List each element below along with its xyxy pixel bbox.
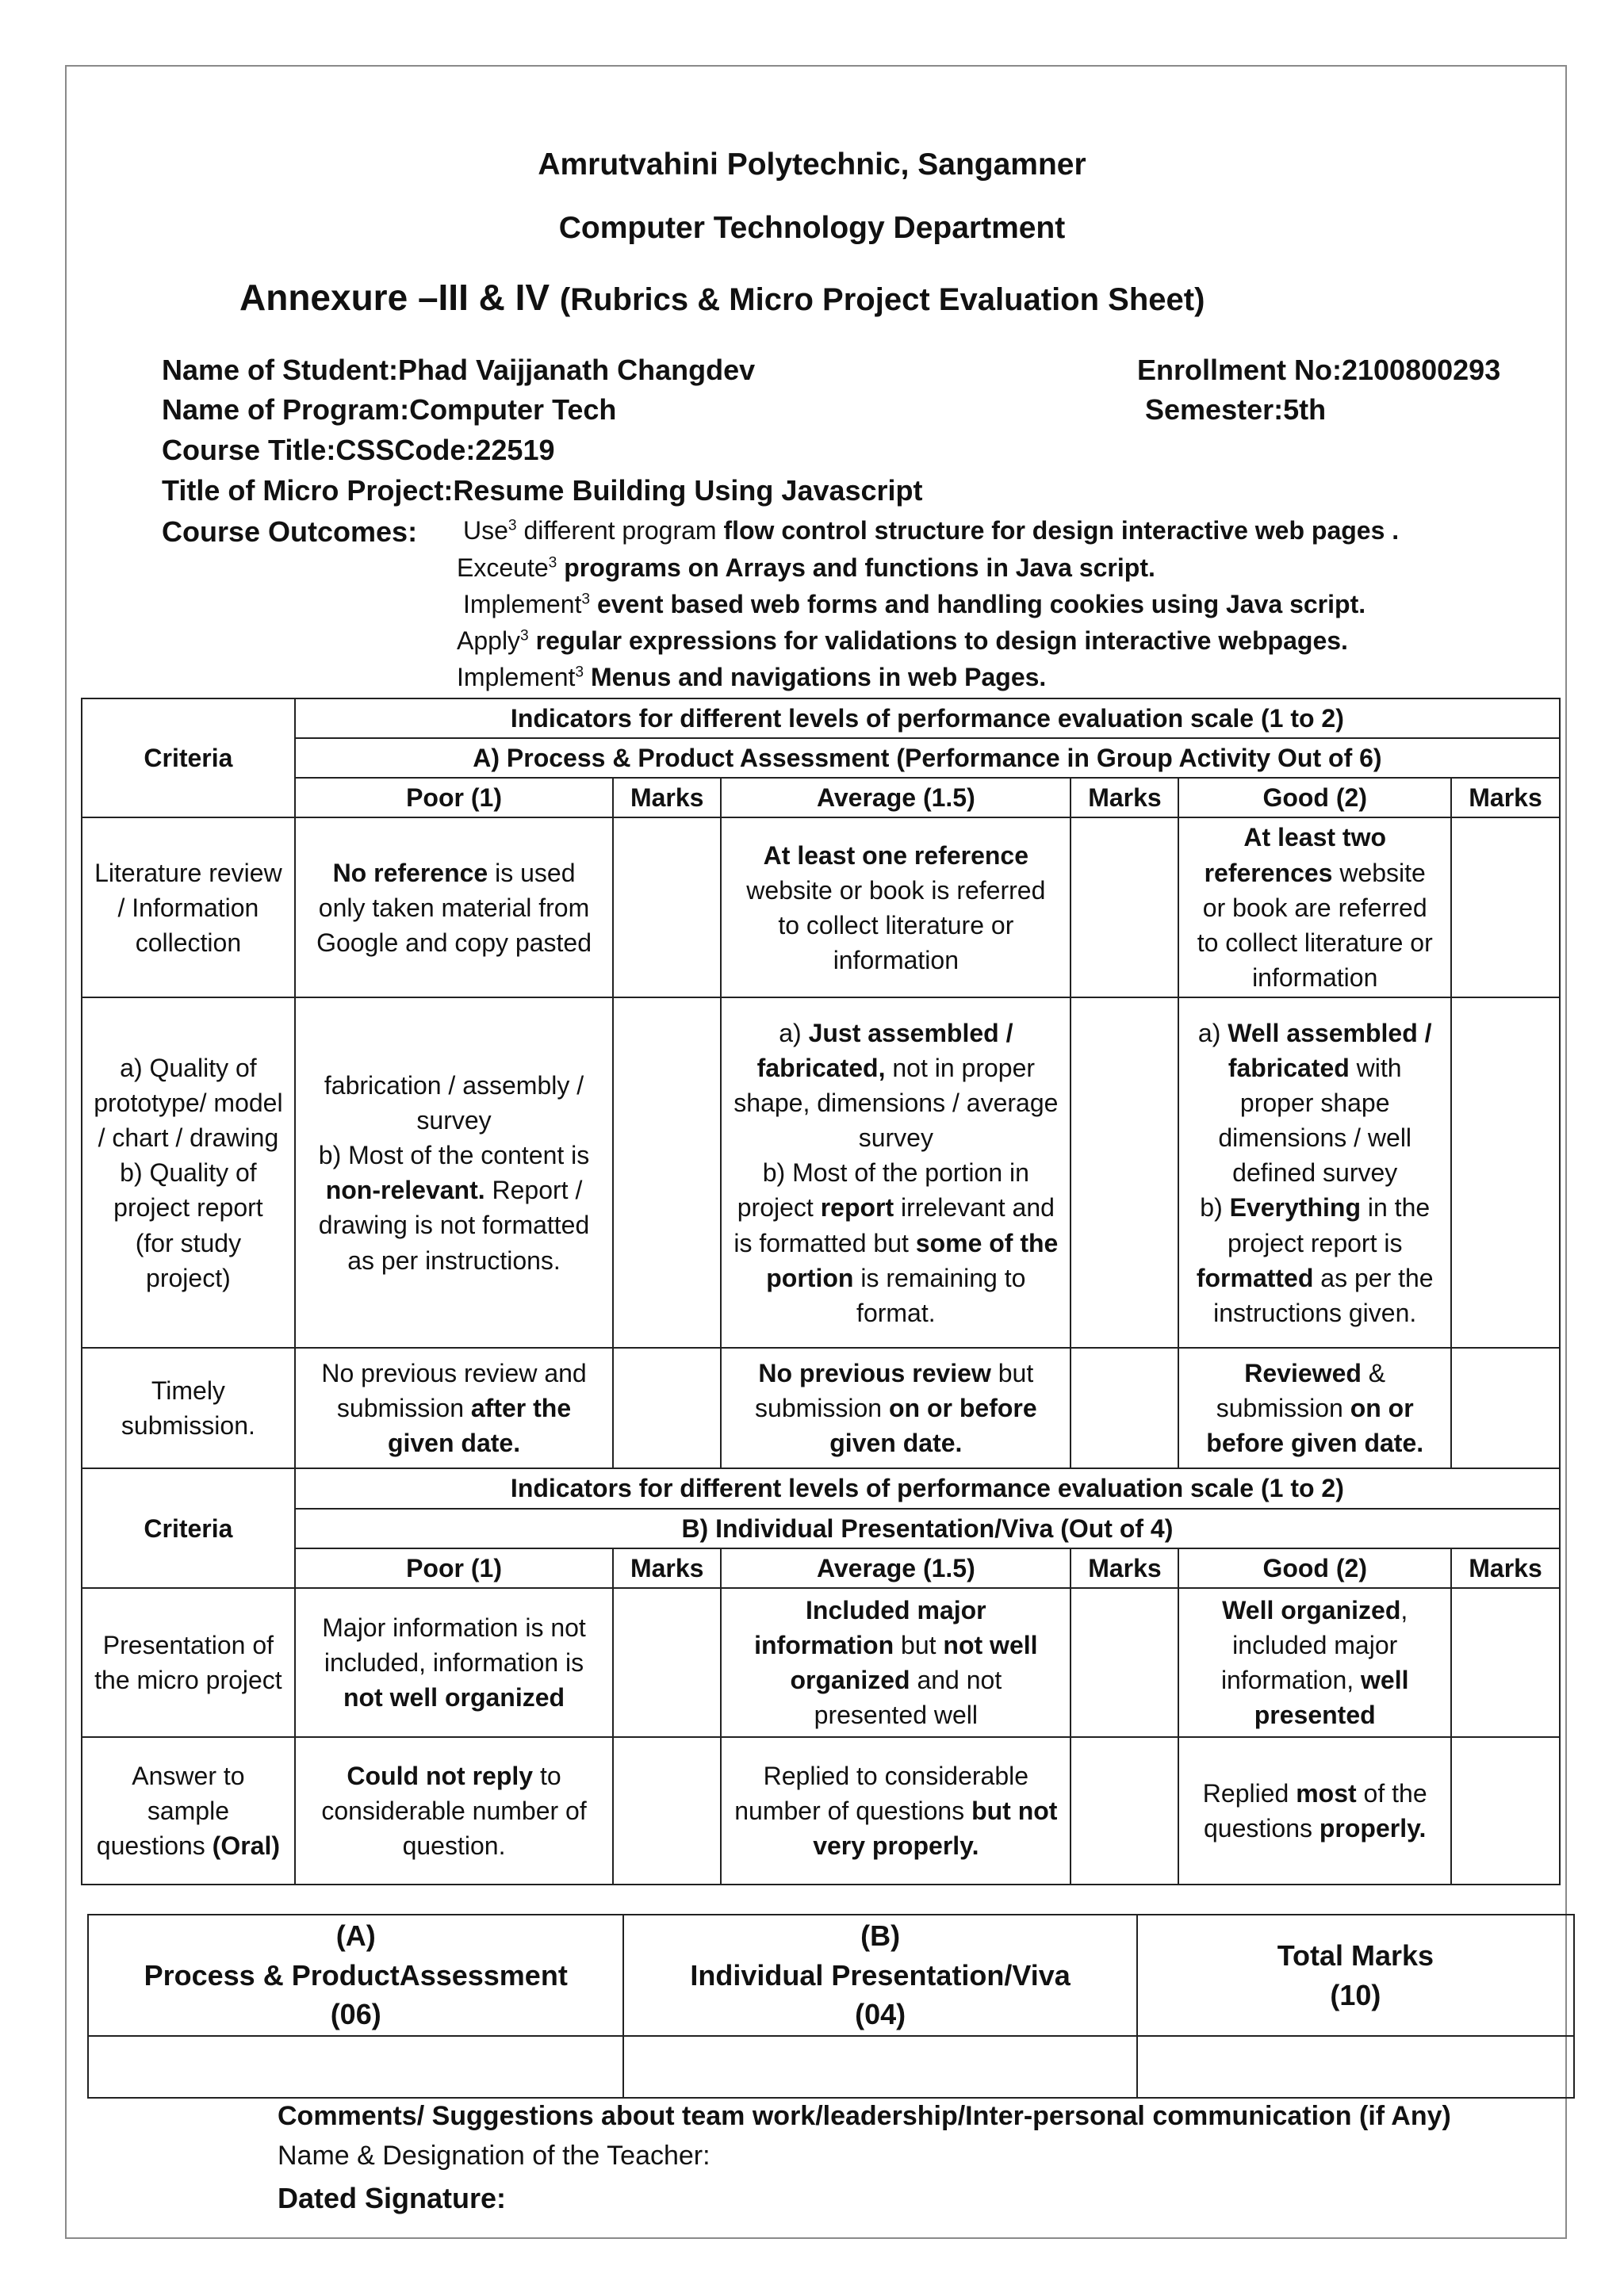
course-outcome-item: Exceute$^3$ programs on Arrays and functions in Java script. xyxy=(457,553,1155,582)
summary-viva-marks-cell[interactable] xyxy=(623,2036,1136,2098)
average-marks-cell[interactable] xyxy=(1071,1737,1178,1885)
level-header-0: Poor (1) xyxy=(295,778,613,817)
good-marks-cell[interactable] xyxy=(1451,1348,1560,1468)
summary-total-marks-cell[interactable] xyxy=(1137,2036,1574,2098)
summary-total-max: (10) xyxy=(1330,1978,1381,2011)
level-header-4: Good (2) xyxy=(1178,778,1451,817)
semester: Semester:5th xyxy=(1145,393,1327,426)
summary-col-b-max: (04) xyxy=(855,1998,906,2031)
level-header-0: Poor (1) xyxy=(295,1548,613,1588)
course-outcome-item: Use$^3$ different program flow control structure for design interactive web pages . xyxy=(463,516,1400,545)
comments-label: Comments/ Suggestions about team work/leadership/Inter-personal communication (if Any) xyxy=(278,2101,1451,2131)
summary-col-viva xyxy=(623,1915,1136,2036)
poor-description-cell: Could not reply to considerable number of question. xyxy=(295,1737,613,1885)
good-marks-cell[interactable] xyxy=(1451,817,1560,997)
annexure-main: Annexure –III & IV xyxy=(239,277,550,318)
indicators-header: Indicators for different levels of performance evaluation scale (1 to 2) xyxy=(295,1468,1560,1508)
level-header-1: Marks xyxy=(613,778,721,817)
student-name: Name of Student:Phad Vaijjanath Changdev xyxy=(162,354,756,386)
rubric-row xyxy=(82,817,1560,997)
average-marks-cell[interactable] xyxy=(1071,1588,1178,1737)
section-title-b: B) Individual Presentation/Viva (Out of 4) xyxy=(295,1509,1560,1548)
summary-process-marks-cell[interactable] xyxy=(88,2036,623,2098)
good-description-cell: a) Well assembled / fabricated with proper shape dimensions / well defined survey b) Everything in the project report is formatted as per the instructions given. xyxy=(1178,997,1451,1348)
indicators-header: Indicators for different levels of performance evaluation scale (1 to 2) xyxy=(295,698,1560,738)
level-header-4: Good (2) xyxy=(1178,1548,1451,1588)
rubric-table xyxy=(81,698,1561,1885)
level-header-5: Marks xyxy=(1451,778,1560,817)
criteria-cell: a) Quality of prototype/ model / chart / drawing b) Quality of project report (for study project) xyxy=(82,997,295,1348)
good-marks-cell[interactable] xyxy=(1451,1737,1560,1885)
level-header-3: Marks xyxy=(1071,1548,1178,1588)
marks-summary-table xyxy=(87,1914,1575,2099)
poor-description-cell: fabrication / assembly / survey b) Most of the content is non-relevant. Report / drawing is not formatted as per instructions. xyxy=(295,997,613,1348)
poor-marks-cell[interactable] xyxy=(613,1348,721,1468)
program-name: Name of Program:Computer Tech xyxy=(162,393,617,426)
rubric-row xyxy=(82,1348,1560,1468)
section-title-a: A) Process & Product Assessment (Performance in Group Activity Out of 6) xyxy=(295,738,1560,778)
criteria-cell: Timely submission. xyxy=(82,1348,295,1468)
department-name: Computer Technology Department xyxy=(558,211,1066,245)
poor-description-cell: No reference is used only taken material from Google and copy pasted xyxy=(295,817,613,997)
average-description-cell: a) Just assembled / fabricated, not in proper shape, dimensions / average survey b) Most of the portion in project report irrelevant and is formatted but some of the portion is remaining to format. xyxy=(721,997,1071,1348)
level-header-1: Marks xyxy=(613,1548,721,1588)
average-description-cell: Included major information but not well organized and not presented well xyxy=(721,1588,1071,1737)
criteria-header: Criteria xyxy=(82,698,295,817)
poor-marks-cell[interactable] xyxy=(613,1588,721,1737)
good-description-cell: Well organized, included major information, well presented xyxy=(1178,1588,1451,1737)
summary-col-b-title: Individual Presentation/Viva xyxy=(690,1958,1071,1992)
rubric-row xyxy=(82,1737,1560,1885)
annexure-title xyxy=(239,276,1205,319)
level-header-3: Marks xyxy=(1071,778,1178,817)
average-description-cell: Replied to considerable number of questions but not very properly. xyxy=(721,1737,1071,1885)
criteria-cell: Presentation of the micro project xyxy=(82,1588,295,1737)
annexure-subtitle: (Rubrics & Micro Project Evaluation Sheet) xyxy=(559,282,1205,317)
poor-marks-cell[interactable] xyxy=(613,817,721,997)
good-description-cell: Reviewed & submission on or before given date. xyxy=(1178,1348,1451,1468)
good-description-cell: At least two references website or book are referred to collect literature or information xyxy=(1178,817,1451,997)
course-outcome-item: Apply$^3$ regular expressions for validations to design interactive webpages. xyxy=(457,626,1348,655)
criteria-header: Criteria xyxy=(82,1468,295,1587)
poor-description-cell: No previous review and submission after the given date. xyxy=(295,1348,613,1468)
summary-col-a-title: Process & ProductAssessment xyxy=(144,1958,568,1992)
rubric-row xyxy=(82,1588,1560,1737)
summary-col-a-letter: (A) xyxy=(335,1919,376,1952)
level-header-2: Average (1.5) xyxy=(721,778,1071,817)
average-description-cell: No previous review but submission on or before given date. xyxy=(721,1348,1071,1468)
summary-col-b-letter: (B) xyxy=(860,1919,901,1952)
level-header-2: Average (1.5) xyxy=(721,1548,1071,1588)
poor-description-cell: Major information is not included, information is not well organized xyxy=(295,1588,613,1737)
good-marks-cell[interactable] xyxy=(1451,1588,1560,1737)
average-marks-cell[interactable] xyxy=(1071,817,1178,997)
criteria-cell: Literature review / Information collection xyxy=(82,817,295,997)
good-description-cell: Replied most of the questions properly. xyxy=(1178,1737,1451,1885)
poor-marks-cell[interactable] xyxy=(613,997,721,1348)
average-description-cell: At least one reference website or book is referred to collect literature or information xyxy=(721,817,1071,997)
criteria-cell: Answer to sample questions (Oral) xyxy=(82,1737,295,1885)
course-outcome-item: Implement$^3$ event based web forms and handling cookies using Java script. xyxy=(463,590,1366,618)
project-title: Title of Micro Project:Resume Building Using Javascript xyxy=(162,474,923,507)
average-marks-cell[interactable] xyxy=(1071,1348,1178,1468)
summary-col-a-max: (06) xyxy=(330,1998,381,2031)
course-title: Course Title:CSSCode:22519 xyxy=(162,434,555,466)
poor-marks-cell[interactable] xyxy=(613,1737,721,1885)
summary-total-title: Total Marks xyxy=(1277,1938,1434,1972)
summary-col-total xyxy=(1137,1915,1574,2036)
signature-label: Dated Signature: xyxy=(278,2182,507,2214)
average-marks-cell[interactable] xyxy=(1071,997,1178,1348)
course-outcomes-label: Course Outcomes: xyxy=(162,515,418,548)
rubric-row xyxy=(82,997,1560,1348)
good-marks-cell[interactable] xyxy=(1451,997,1560,1348)
summary-col-process xyxy=(88,1915,623,2036)
enrollment-number: Enrollment No:2100800293 xyxy=(1137,354,1501,386)
course-outcome-item: Implement$^3$ Menus and navigations in web Pages. xyxy=(457,663,1047,691)
level-header-5: Marks xyxy=(1451,1548,1560,1588)
teacher-label: Name & Designation of the Teacher: xyxy=(278,2141,710,2171)
institute-name: Amrutvahini Polytechnic, Sangamner xyxy=(538,147,1086,182)
